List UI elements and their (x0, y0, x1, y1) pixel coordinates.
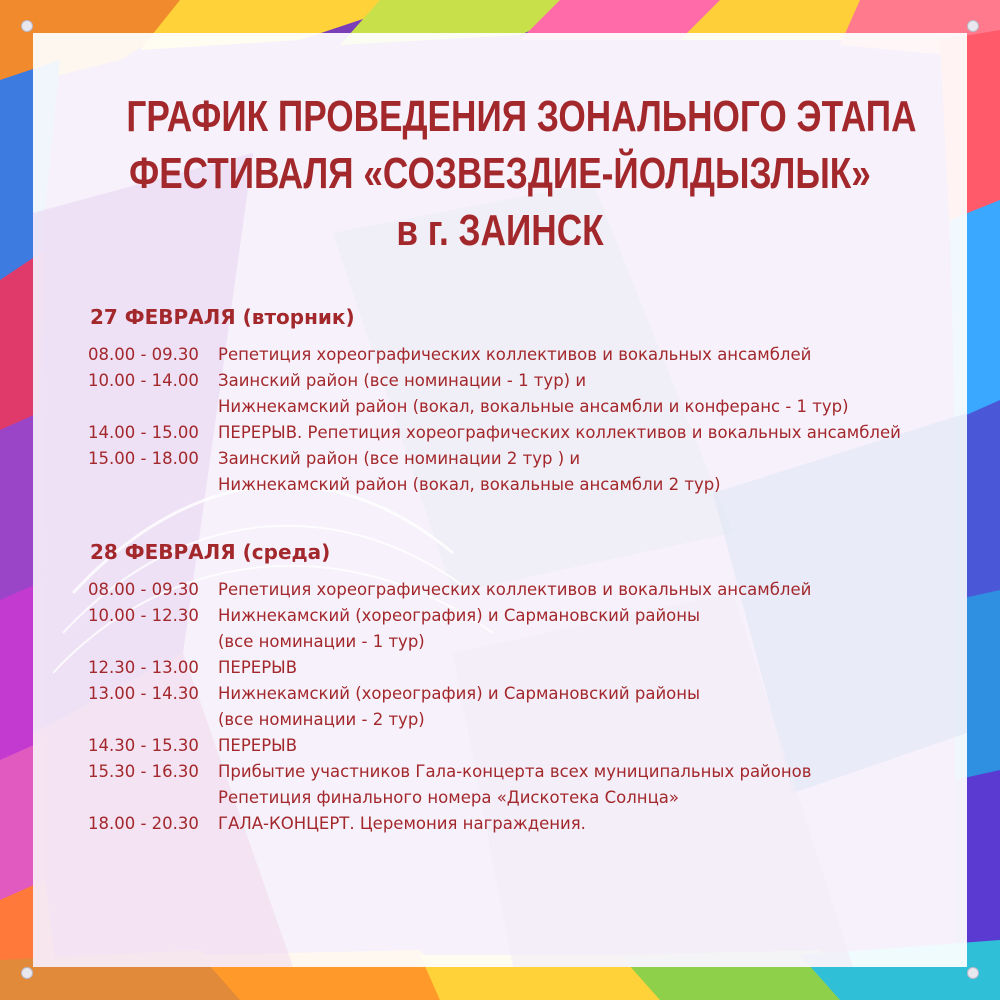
schedule-entry (88, 420, 901, 446)
title-line-1: ГРАФИК ПРОВЕДЕНИЯ ЗОНАЛЬНОГО ЭТАПА (126, 92, 917, 141)
entry-line: Нижнекамский район (вокал, вокальные ансамбли и конферанс - 1 тур) (218, 397, 849, 416)
entry-time: 10.00 - 12.30 (88, 606, 199, 625)
entry-time: 08.00 - 09.30 (88, 580, 199, 599)
schedule-entry (88, 655, 811, 681)
entry-description (218, 681, 700, 733)
entry-line: ПЕРЕРЫВ. Репетиция хореографических коллективов и вокальных ансамблей (218, 423, 901, 442)
day-heading-feb-28: 28 ФЕВРАЛЯ (среда) (90, 540, 331, 564)
schedule-entry (88, 577, 811, 603)
pin-top-left-icon (21, 20, 33, 32)
entry-time: 18.00 - 20.30 (88, 814, 199, 833)
day-schedule-feb-27 (88, 342, 901, 498)
schedule-entry (88, 342, 901, 368)
entry-description (218, 811, 586, 837)
entry-line: Заинский район (все номинации - 1 тур) и (218, 371, 587, 390)
schedule-entry (88, 681, 811, 733)
pin-bottom-right-icon (967, 967, 979, 979)
entry-description (218, 733, 297, 759)
entry-line: Репетиция финального номера «Дискотека Солнца» (218, 788, 680, 807)
entry-line: Прибытие участников Гала-концерта всех муниципальных районов (218, 762, 812, 781)
pin-top-right-icon (967, 20, 979, 32)
entry-line: (все номинации - 2 тур) (218, 710, 425, 729)
entry-description (218, 420, 901, 446)
day-schedule-feb-28 (88, 577, 811, 837)
schedule-entry (88, 733, 811, 759)
entry-line: Нижнекамский (хореография) и Сармановский районы (218, 684, 701, 703)
schedule-entry (88, 446, 901, 498)
schedule-entry (88, 811, 811, 837)
entry-time: 14.00 - 15.00 (88, 423, 199, 442)
schedule-entry (88, 603, 811, 655)
schedule-entry (88, 759, 811, 811)
entry-time: 14.30 - 15.30 (88, 736, 199, 755)
entry-line: Нижнекамский (хореография) и Сармановский районы (218, 606, 701, 625)
schedule-entry (88, 368, 901, 420)
title-line-3: в г. ЗАИНСК (396, 206, 604, 255)
entry-description (218, 446, 721, 498)
entry-time: 15.30 - 16.30 (88, 762, 199, 781)
entry-line: ПЕРЕРЫВ (218, 736, 298, 755)
entry-line: Заинский район (все номинации 2 тур ) и (218, 449, 581, 468)
entry-line: ГАЛА-КОНЦЕРТ. Церемония награждения. (218, 814, 586, 833)
entry-line: Репетиция хореографических коллективов и вокальных ансамблей (218, 580, 812, 599)
entry-description (218, 603, 700, 655)
entry-time: 13.00 - 14.30 (88, 684, 199, 703)
entry-line: ПЕРЕРЫВ (218, 658, 298, 677)
entry-description (218, 342, 811, 368)
entry-time: 12.30 - 13.00 (88, 658, 199, 677)
schedule (33, 33, 967, 967)
entry-description (218, 655, 297, 681)
entry-line: Репетиция хореографических коллективов и вокальных ансамблей (218, 345, 812, 364)
entry-line: (все номинации - 1 тур) (218, 632, 425, 651)
day-heading-feb-27: 27 ФЕВРАЛЯ (вторник) (90, 305, 355, 329)
entry-description (218, 577, 811, 603)
entry-description (218, 759, 811, 811)
schedule-panel (33, 33, 967, 967)
entry-description (218, 368, 849, 420)
entry-time: 08.00 - 09.30 (88, 345, 199, 364)
pin-bottom-left-icon (21, 967, 33, 979)
entry-line: Нижнекамский район (вокал, вокальные ансамбли 2 тур) (218, 475, 721, 494)
title-line-2: ФЕСТИВАЛЯ «СОЗВЕЗДИЕ-ЙОЛДЫЗЛЫК» (129, 149, 871, 198)
entry-time: 10.00 - 14.00 (88, 371, 199, 390)
entry-time: 15.00 - 18.00 (88, 449, 199, 468)
